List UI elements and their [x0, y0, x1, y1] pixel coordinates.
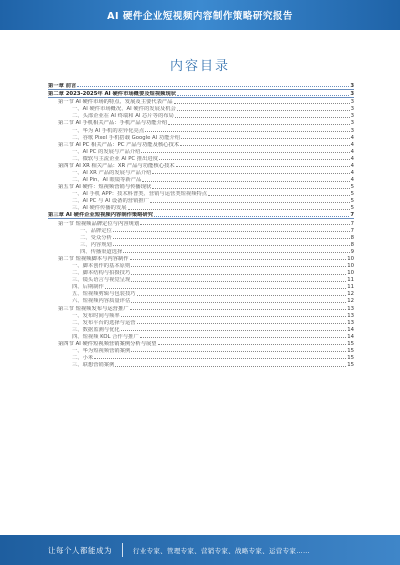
- toc-entry-text: 三、镜头语言与视觉呈现: [72, 277, 131, 284]
- toc-page-number: 5: [350, 184, 354, 191]
- toc-leader-dots: [141, 152, 349, 153]
- toc-leader-dots: [180, 145, 350, 146]
- toc-page-number: 4: [350, 141, 354, 148]
- toc-entry-text: 六、短视频内容质量评估: [72, 298, 131, 305]
- toc-page-number: 3: [350, 83, 354, 90]
- toc-page-number: 3: [350, 120, 354, 127]
- toc-leader-dots: [177, 110, 350, 111]
- toc-entry[interactable]: [48, 211, 354, 219]
- toc-entry-text: 一、华为 AI 手机的差异化亮点: [72, 127, 145, 134]
- toc-entry[interactable]: [48, 290, 354, 297]
- toc-leader-dots: [131, 266, 346, 267]
- toc-entry[interactable]: [48, 155, 354, 162]
- toc-page-number: 13: [347, 312, 354, 319]
- toc-page-number: 10: [347, 270, 354, 277]
- toc-entry-text: 五、短视频剪辑与包装技巧: [72, 291, 136, 298]
- toc-entry-text: 二、AI Pin、AI 眼镜等新产品: [72, 177, 142, 184]
- toc-page-number: 3: [350, 91, 354, 98]
- toc-leader-dots: [94, 358, 346, 359]
- toc-entry[interactable]: [48, 361, 354, 368]
- toc-entry-text: 第二章 2023-2025年 AI 硬件市场概要及短视频现状: [48, 91, 177, 98]
- toc-page-number: 5: [350, 191, 354, 198]
- toc-page-number: 10: [347, 263, 354, 270]
- toc-entry-text: 第二节 短视频脚本与内容制作: [58, 255, 129, 262]
- toc-page-number: 8: [350, 234, 354, 241]
- toc-page-number: 14: [347, 333, 354, 340]
- toc-entry[interactable]: [48, 312, 354, 319]
- toc-entry[interactable]: [48, 197, 354, 204]
- toc-page-number: 9: [350, 248, 354, 255]
- toc-page-number: 13: [347, 319, 354, 326]
- toc-entry[interactable]: [48, 262, 354, 269]
- toc-entry[interactable]: [48, 141, 354, 148]
- toc-entry[interactable]: [48, 241, 354, 248]
- toc-entry[interactable]: [48, 304, 354, 311]
- footer-expert-list: 行业专家、管理专家、营销专家、战略专家、运营专家……: [133, 546, 310, 555]
- toc-leader-dots: [105, 288, 346, 289]
- toc-entry[interactable]: [48, 248, 354, 255]
- toc-entry-text: 三、联想营销案例: [72, 362, 115, 369]
- footer-divider: [122, 543, 123, 557]
- toc-leader-dots: [121, 316, 347, 317]
- toc-entry-text: 三、AI 硬件传播的发展: [72, 205, 127, 212]
- toc-entry[interactable]: [48, 98, 354, 105]
- toc-entry-text: 三、内容规划: [80, 241, 112, 248]
- toc-page-number: 4: [350, 170, 354, 177]
- toc-entry[interactable]: [48, 112, 354, 119]
- toc-entry[interactable]: [48, 297, 354, 304]
- toc-page-number: 4: [350, 148, 354, 155]
- toc-entry[interactable]: [48, 347, 354, 354]
- toc-entry[interactable]: [48, 276, 354, 283]
- toc-entry-text: 第三章 AI 硬件企业短视频内容制作策略研究: [48, 212, 154, 219]
- toc-entry-text: 四、传播渠道选择: [80, 248, 123, 255]
- toc-leader-dots: [128, 209, 350, 210]
- report-header-banner: [0, 0, 400, 30]
- footer-slogan: 让每个人都能成为: [48, 545, 112, 555]
- toc-page-number: 10: [347, 255, 354, 262]
- toc-page-number: 3: [350, 106, 354, 113]
- toc-page-number: 4: [350, 177, 354, 184]
- toc-page-number: 4: [350, 134, 354, 141]
- toc-entry-text: 二、发布平台的选择与运营: [72, 319, 136, 326]
- toc-page-number: 7: [350, 220, 354, 227]
- toc-page-number: 3: [350, 99, 354, 106]
- toc-leader-dots: [113, 238, 350, 239]
- toc-leader-dots: [123, 252, 349, 253]
- toc-leader-dots: [150, 202, 350, 203]
- toc-entry[interactable]: [48, 204, 354, 211]
- toc-entry-text: 一、AI 手机 APP：技术科普类、营销与运营类短视频特点: [72, 191, 208, 198]
- toc-leader-dots: [131, 302, 346, 303]
- toc-entry[interactable]: [48, 183, 354, 190]
- toc-page-number: 7: [350, 212, 354, 219]
- toc-entry-text: 一、AI XR 产品的发展与产品介绍: [72, 170, 152, 177]
- toc-entry-text: 二、谷歌 Pixel 手机搭载 Google AI 功能介绍: [72, 134, 181, 141]
- toc-leader-dots: [152, 188, 349, 189]
- toc-entry[interactable]: [48, 227, 354, 234]
- toc-entry-text: 第三节 短视频发布与运营推广: [58, 305, 129, 312]
- toc-page-number: 15: [347, 355, 354, 362]
- toc-entry-text: 一、脚本创作的基本原则: [72, 263, 131, 270]
- toc-entry-text: 第四节 AI 硬件短视频营销案例分析与展望: [58, 340, 157, 347]
- toc-entry[interactable]: [48, 90, 354, 98]
- toc-page-number: 4: [350, 155, 354, 162]
- toc-leader-dots: [181, 138, 350, 139]
- toc-leader-dots: [140, 224, 349, 225]
- toc-leader-dots: [121, 330, 347, 331]
- toc-entry-text: 第一章 前言: [48, 83, 77, 90]
- toc-leader-dots: [175, 117, 350, 118]
- toc-entry-text: 二、头部企业在 AI 终端和 AI 芯片等的布局: [72, 113, 174, 120]
- toc-page-number: 12: [347, 291, 354, 298]
- toc-page-number: 11: [347, 277, 354, 284]
- toc-entry-text: 第三节 AI PC 相关产品：PC 产品与功能及核心技术: [58, 141, 180, 148]
- toc-entry-text: 第一节 AI 硬件市场的特点、发展及主要代表产品: [58, 99, 173, 106]
- toc-entry-text: 第一节 短视频品牌定位与内容规划: [58, 220, 140, 227]
- toc-leader-dots: [140, 337, 347, 338]
- toc-leader-dots: [158, 344, 347, 345]
- toc-page-number: 4: [350, 162, 354, 169]
- toc-entry[interactable]: [48, 148, 354, 155]
- toc-entry-text: 二、小米: [72, 355, 94, 362]
- toc-page-number: 5: [350, 205, 354, 212]
- toc-leader-dots: [130, 309, 347, 310]
- toc-entry-text: 四、后期制作: [72, 284, 104, 291]
- toc-leader-dots: [177, 95, 349, 96]
- toc-leader-dots: [176, 166, 350, 167]
- toc-entry[interactable]: [48, 162, 354, 169]
- table-of-contents: [48, 82, 354, 368]
- toc-page-number: 15: [347, 340, 354, 347]
- toc-leader-dots: [77, 86, 349, 87]
- toc-leader-dots: [145, 131, 350, 132]
- toc-leader-dots: [131, 274, 346, 275]
- toc-page-number: 14: [347, 326, 354, 333]
- toc-entry-text: 一、AI PC 的发展与产品介绍: [72, 148, 141, 155]
- toc-entry[interactable]: [48, 354, 354, 361]
- toc-page-number: 15: [347, 362, 354, 369]
- toc-leader-dots: [115, 366, 346, 367]
- toc-leader-dots: [142, 181, 349, 182]
- toc-entry[interactable]: [48, 283, 354, 290]
- toc-entry[interactable]: [48, 326, 354, 333]
- toc-leader-dots: [113, 245, 350, 246]
- toc-leader-dots: [130, 259, 347, 260]
- toc-entry[interactable]: [48, 190, 354, 197]
- toc-leader-dots: [131, 351, 346, 352]
- toc-leader-dots: [154, 216, 349, 217]
- toc-entry-text: 二、微软与主流企业 AI PC 推出进度: [72, 155, 158, 162]
- footer-banner: [0, 535, 400, 565]
- toc-leader-dots: [159, 159, 350, 160]
- toc-heading: 内容目录: [169, 59, 230, 74]
- toc-page-number: 15: [347, 347, 354, 354]
- toc-entry[interactable]: [48, 134, 354, 141]
- toc-entry[interactable]: [48, 219, 354, 226]
- toc-entry[interactable]: [48, 105, 354, 112]
- toc-entry[interactable]: [48, 119, 354, 126]
- toc-entry-text: 二、受众分析: [80, 234, 112, 241]
- toc-entry-text: 一、华为短视频营销案例: [72, 347, 131, 354]
- toc-leader-dots: [208, 195, 350, 196]
- toc-leader-dots: [137, 295, 347, 296]
- toc-entry[interactable]: [48, 126, 354, 133]
- toc-entry[interactable]: [48, 255, 354, 262]
- toc-leader-dots: [168, 124, 349, 125]
- toc-entry-text: 第四节 AI XR 相关产品：XR 产品与功能核心技术: [58, 162, 175, 169]
- toc-entry[interactable]: [48, 269, 354, 276]
- toc-page-number: 8: [350, 241, 354, 248]
- report-title: AI 硬件企业短视频内容制作策略研究报告: [107, 11, 293, 22]
- toc-page-number: 11: [347, 284, 354, 291]
- toc-leader-dots: [174, 103, 350, 104]
- toc-entry-text: 第二节 AI 手机相关产品：手机产品与功能介绍: [58, 120, 168, 127]
- toc-page-number: 7: [350, 227, 354, 234]
- toc-entry[interactable]: [48, 82, 354, 90]
- toc-leader-dots: [152, 173, 349, 174]
- toc-entry-text: 三、数据监测与优化: [72, 326, 120, 333]
- toc-page-number: 3: [350, 127, 354, 134]
- toc-entry-text: 一、AI 硬件市场概况、AI 硬件的发展及机会: [72, 106, 176, 113]
- toc-leader-dots: [137, 323, 347, 324]
- toc-leader-dots: [131, 281, 346, 282]
- toc-entry-text: 一、品牌定位: [80, 227, 112, 234]
- toc-page-number: 12: [347, 298, 354, 305]
- toc-entry-text: 一、发布时间与频率: [72, 312, 120, 319]
- toc-entry[interactable]: [48, 340, 354, 347]
- toc-entry-text: 二、脚本结构与拍摄技巧: [72, 270, 131, 277]
- toc-entry-text: 第五节 AI 硬件：短视频营销与传播现状: [58, 184, 152, 191]
- toc-entry-text: 四、短视频 KOL 合作与推广: [72, 333, 139, 340]
- toc-leader-dots: [113, 231, 350, 232]
- toc-page-number: 3: [350, 113, 354, 120]
- toc-entry[interactable]: [48, 169, 354, 176]
- toc-entry[interactable]: [48, 319, 354, 326]
- toc-entry[interactable]: [48, 234, 354, 241]
- toc-entry[interactable]: [48, 333, 354, 340]
- toc-entry[interactable]: [48, 176, 354, 183]
- toc-page-number: 5: [350, 198, 354, 205]
- toc-page-number: 13: [347, 305, 354, 312]
- toc-entry-text: 二、AI PC 与 AI 设备的营销推广: [72, 198, 149, 205]
